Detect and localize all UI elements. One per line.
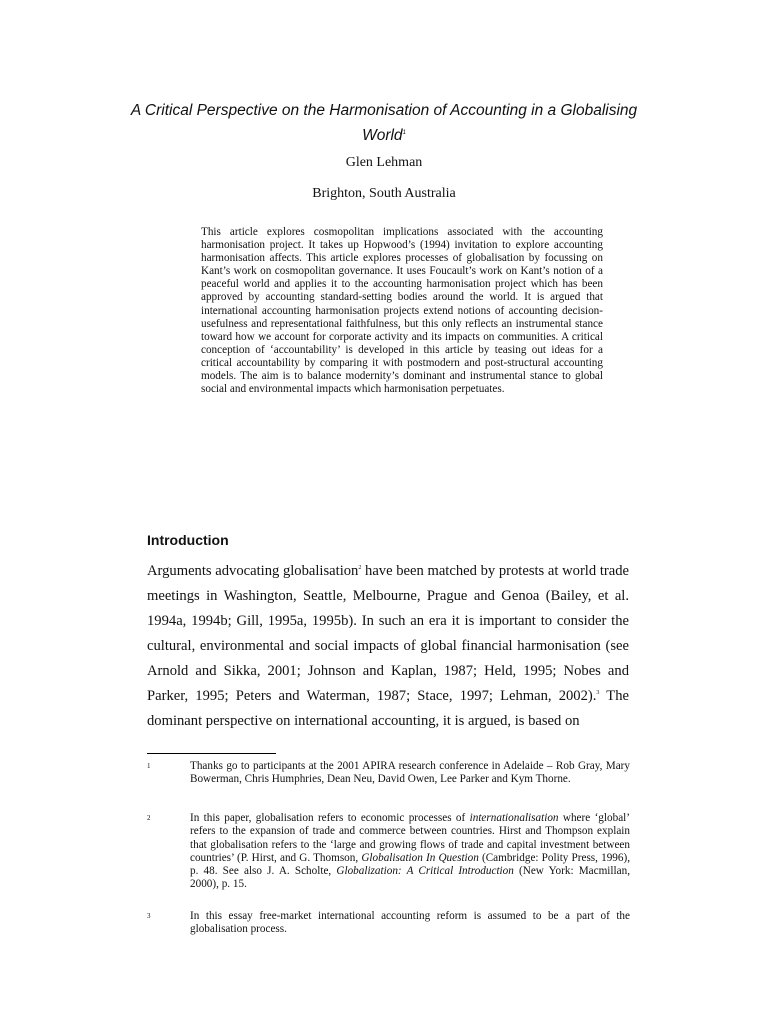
- introduction-paragraph: [147, 559, 629, 734]
- footnote-3-number: 3: [147, 912, 151, 920]
- author-location: Brighton, South Australia: [312, 186, 456, 201]
- footnote-divider: [147, 753, 276, 754]
- footnote-1: [147, 760, 630, 787]
- footnote-3-text: In this essay free-market international accounting reform is assumed to be a part of the globalisation process.: [190, 910, 630, 936]
- footnote-marker-2[interactable]: 2: [358, 565, 362, 572]
- footnote-1-text: Thanks go to participants at the 2001 APIRA research conference in Adelaide – Rob Gray, Mary Bowerman, Chris Humphries, Dean Neu, David Owen, Lee Parker and Kym Thorne.: [190, 760, 630, 786]
- paper-title: [110, 98, 658, 148]
- intro-text-1: Arguments advocating globalisation: [147, 563, 359, 579]
- footnote-2-part: (New York: Macmillan, 2000), p. 15.: [190, 865, 630, 891]
- footnote-2: [147, 812, 630, 892]
- footnote-2-book-title: Globalization: A Critical Introduction: [336, 865, 514, 878]
- footnote-1-number: 1: [147, 762, 151, 770]
- footnote-2-part: In this paper, globalisation refers to economic processes of: [190, 812, 470, 824]
- intro-text-2: have been matched by protests at world trade meetings in Washington, Seattle, Melbourne, Prague and Genoa (Bailey, et al. 1994a, 1994b; Gill, 1995a, 1995b). In such an era it is important to consider the cultural, environmental and social impacts of global financial harmonisation (see Arnold and Sikka, 2001; Johnson and Kaplan, 1987; Held, 1995; Nobes and Parker, 1995; Peters and Waterman, 1987; Stace, 1997; Lehman, 2002).: [147, 563, 629, 704]
- footnote-2-book-title: Globalisation In Question: [361, 851, 479, 864]
- author-name: Glen Lehman: [345, 155, 423, 170]
- title-footnote-marker[interactable]: 1: [402, 129, 406, 136]
- paper-title-text: A Critical Perspective on the Harmonisation of Accounting in a Globalising World: [130, 102, 638, 144]
- intro-text-3: The dominant perspective on international accounting, it is argued, is based on: [147, 688, 629, 729]
- footnote-2-number: 2: [147, 814, 151, 822]
- footnote-2-part: where ‘global’ refers to the expansion of trade and commerce between countries. Hirst and Thompson explain that globalisation refers to the ‘large and growing flows of trade and capital investment between countries’ (P. Hirst, and G. Thomson,: [190, 812, 630, 864]
- abstract: This article explores cosmopolitan implications associated with the accounting harmonisation project. It takes up Hopwood’s (1994) invitation to explore accounting harmonisation affects. This article explores processes of globalisation by focussing on Kant’s work on cosmopolitan governance. It uses Foucault’s work on Kant’s notion of a peaceful world and applies it to the accounting harmonisation project which has been approved by accounting standard-setting bodies around the world. It is argued that international accounting harmonisation projects extend notions of accounting decision-usefulness and representational faithfulness, but this only reflects an instrumental stance toward how we account for corporate activity and its impacts on communities. A critical conception of ‘accountability’ is developed in this article by teasing out ideas for a critical accountability by comparing it with postmodern and post-structural accounting models. The aim is to balance modernity’s dominant and instrumental stance to global social and environmental impacts which harmonisation perpetuates.: [201, 226, 603, 396]
- section-heading-introduction: Introduction: [147, 532, 229, 548]
- footnote-3: [147, 910, 630, 937]
- footnote-2-part: (Cambridge: Polity Press, 1996), p. 48. See also J. A. Scholte,: [190, 851, 630, 878]
- footnote-marker-3[interactable]: 3: [596, 690, 600, 697]
- footnote-2-text: [190, 812, 630, 892]
- footnote-2-emphasis: internationalisation: [469, 812, 559, 824]
